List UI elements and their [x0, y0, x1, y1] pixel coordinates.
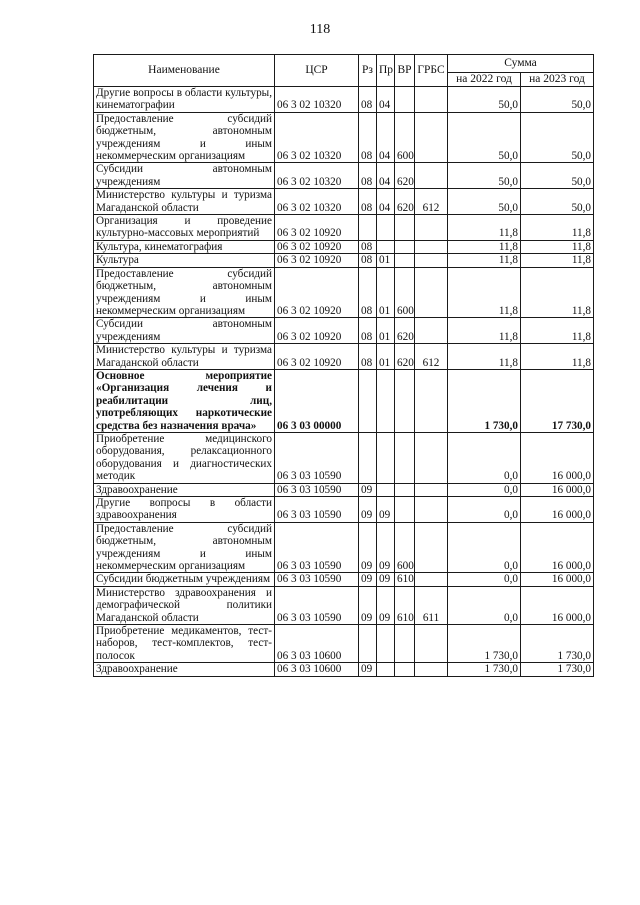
header-sum: Сумма: [448, 55, 594, 73]
row-csr-cell: 06 3 03 10600: [275, 625, 359, 663]
row-vr-cell: 620: [395, 189, 415, 215]
row-csr-cell: 06 3 03 10590: [275, 432, 359, 483]
row-rz-cell: 09: [359, 586, 377, 624]
row-sum-2022-cell: 50,0: [448, 112, 521, 163]
row-name-cell: Субсидии автономным учреждениям: [94, 318, 275, 344]
header-csr: ЦСР: [275, 55, 359, 87]
row-sum-2023-cell: 11,8: [521, 267, 594, 318]
row-sum-2023-cell: 16 000,0: [521, 522, 594, 573]
table-row: [94, 112, 594, 163]
row-rz-cell: [359, 369, 377, 432]
row-rz-cell: 09: [359, 522, 377, 573]
row-sum-2023-cell: 50,0: [521, 87, 594, 113]
row-name-cell: Предоставление субсидий бюджетным, автономным учреждениям и иным некоммерческим организациям: [94, 522, 275, 573]
row-pr-cell: 01: [377, 254, 395, 267]
header-vr: ВР: [395, 55, 415, 87]
row-csr-cell: 06 3 03 10590: [275, 497, 359, 523]
row-vr-cell: [395, 87, 415, 113]
page-number: 118: [309, 22, 331, 37]
row-pr-cell: 01: [377, 318, 395, 344]
row-name-cell: Культура: [94, 254, 275, 267]
table-row: [94, 215, 594, 241]
row-vr-cell: [395, 483, 415, 496]
row-sum-2023-cell: 1 730,0: [521, 663, 594, 676]
row-csr-cell: 06 3 02 10920: [275, 215, 359, 241]
row-sum-2022-cell: 50,0: [448, 163, 521, 189]
row-rz-cell: 08: [359, 318, 377, 344]
row-name-cell: Министерство культуры и туризма Магаданской области: [94, 344, 275, 370]
table-row: [94, 87, 594, 113]
row-rz-cell: 08: [359, 267, 377, 318]
row-vr-cell: [395, 625, 415, 663]
row-vr-cell: 620: [395, 318, 415, 344]
row-sum-2022-cell: 11,8: [448, 215, 521, 241]
row-sum-2022-cell: 1 730,0: [448, 663, 521, 676]
row-name-cell: Министерство культуры и туризма Магаданской области: [94, 189, 275, 215]
row-sum-2023-cell: 50,0: [521, 112, 594, 163]
table-row: [94, 573, 594, 586]
row-csr-cell: 06 3 02 10920: [275, 344, 359, 370]
row-sum-2023-cell: 50,0: [521, 163, 594, 189]
row-sum-2023-cell: 11,8: [521, 318, 594, 344]
row-grbs-cell: 611: [415, 586, 448, 624]
table-row: [94, 240, 594, 253]
row-grbs-cell: [415, 163, 448, 189]
row-name-cell: Приобретение медицинского оборудования, релаксационного оборудования и диагностических методик: [94, 432, 275, 483]
row-rz-cell: [359, 215, 377, 241]
row-sum-2022-cell: 11,8: [448, 318, 521, 344]
row-pr-cell: [377, 483, 395, 496]
table-body: [94, 87, 594, 677]
row-csr-cell: 06 3 03 10590: [275, 586, 359, 624]
table-row: [94, 432, 594, 483]
row-sum-2023-cell: 16 000,0: [521, 432, 594, 483]
row-rz-cell: 08: [359, 112, 377, 163]
row-name-cell: Предоставление субсидий бюджетным, автономным учреждениям и иным некоммерческим организациям: [94, 112, 275, 163]
row-name-cell: Культура, кинематография: [94, 240, 275, 253]
row-grbs-cell: [415, 663, 448, 676]
header-year-2023: на 2023 год: [521, 73, 594, 87]
row-sum-2023-cell: 11,8: [521, 344, 594, 370]
row-vr-cell: [395, 663, 415, 676]
row-sum-2023-cell: 1 730,0: [521, 625, 594, 663]
row-sum-2022-cell: 1 730,0: [448, 625, 521, 663]
row-vr-cell: 620: [395, 163, 415, 189]
row-grbs-cell: 612: [415, 344, 448, 370]
row-sum-2023-cell: 11,8: [521, 254, 594, 267]
row-sum-2023-cell: 16 000,0: [521, 586, 594, 624]
row-name-cell: Субсидии бюджетным учреждениям: [94, 573, 275, 586]
row-sum-2022-cell: 0,0: [448, 522, 521, 573]
row-rz-cell: 09: [359, 483, 377, 496]
row-grbs-cell: [415, 240, 448, 253]
header-name: Наименование: [94, 55, 275, 87]
row-sum-2022-cell: 11,8: [448, 344, 521, 370]
row-csr-cell: 06 3 02 10320: [275, 189, 359, 215]
row-csr-cell: 06 3 02 10320: [275, 112, 359, 163]
row-pr-cell: [377, 369, 395, 432]
row-grbs-cell: [415, 267, 448, 318]
row-grbs-cell: [415, 497, 448, 523]
row-grbs-cell: [415, 254, 448, 267]
row-rz-cell: 08: [359, 344, 377, 370]
budget-table: [93, 54, 594, 677]
row-pr-cell: 04: [377, 87, 395, 113]
table-row: [94, 483, 594, 496]
row-pr-cell: 04: [377, 163, 395, 189]
row-pr-cell: 09: [377, 522, 395, 573]
row-name-cell: Основное мероприятие «Организация лечения и реабилитации лиц, употребляющих наркотические средства без назначения врача»: [94, 369, 275, 432]
row-grbs-cell: [415, 112, 448, 163]
row-rz-cell: 09: [359, 497, 377, 523]
row-grbs-cell: [415, 318, 448, 344]
row-sum-2022-cell: 0,0: [448, 432, 521, 483]
row-rz-cell: 09: [359, 573, 377, 586]
table-row: [94, 318, 594, 344]
row-sum-2023-cell: 50,0: [521, 189, 594, 215]
row-rz-cell: 09: [359, 663, 377, 676]
row-name-cell: Приобретение медикаментов, тест-наборов, тест-комплектов, тест-полосок: [94, 625, 275, 663]
row-vr-cell: 600: [395, 112, 415, 163]
row-csr-cell: 06 3 02 10920: [275, 240, 359, 253]
row-pr-cell: [377, 625, 395, 663]
row-grbs-cell: [415, 215, 448, 241]
row-pr-cell: 04: [377, 189, 395, 215]
row-sum-2022-cell: 0,0: [448, 483, 521, 496]
row-csr-cell: 06 3 03 10590: [275, 573, 359, 586]
row-sum-2022-cell: 50,0: [448, 87, 521, 113]
row-vr-cell: [395, 497, 415, 523]
row-name-cell: Другие вопросы в области здравоохранения: [94, 497, 275, 523]
row-grbs-cell: [415, 522, 448, 573]
row-rz-cell: [359, 432, 377, 483]
row-vr-cell: [395, 369, 415, 432]
row-name-cell: Субсидии автономным учреждениям: [94, 163, 275, 189]
row-rz-cell: 08: [359, 254, 377, 267]
row-vr-cell: 600: [395, 267, 415, 318]
row-sum-2022-cell: 0,0: [448, 573, 521, 586]
row-pr-cell: 09: [377, 573, 395, 586]
row-sum-2022-cell: 1 730,0: [448, 369, 521, 432]
row-grbs-cell: [415, 87, 448, 113]
row-vr-cell: [395, 240, 415, 253]
row-csr-cell: 06 3 02 10320: [275, 163, 359, 189]
row-csr-cell: 06 3 03 10600: [275, 663, 359, 676]
row-pr-cell: [377, 432, 395, 483]
row-pr-cell: [377, 215, 395, 241]
table-row: [94, 522, 594, 573]
row-csr-cell: 06 3 02 10920: [275, 318, 359, 344]
row-name-cell: Другие вопросы в области культуры, кинематографии: [94, 87, 275, 113]
header-year-2022: на 2022 год: [448, 73, 521, 87]
row-rz-cell: 08: [359, 87, 377, 113]
row-rz-cell: 08: [359, 189, 377, 215]
header-grbs: ГРБС: [415, 55, 448, 87]
table-row: [94, 189, 594, 215]
table-row: [94, 663, 594, 676]
table-row: [94, 625, 594, 663]
row-sum-2022-cell: 11,8: [448, 267, 521, 318]
row-vr-cell: 620: [395, 344, 415, 370]
row-vr-cell: 600: [395, 522, 415, 573]
table-row: [94, 369, 594, 432]
row-csr-cell: 06 3 02 10920: [275, 254, 359, 267]
row-sum-2022-cell: 0,0: [448, 586, 521, 624]
header-rz: Рз: [359, 55, 377, 87]
row-grbs-cell: [415, 432, 448, 483]
row-sum-2022-cell: 11,8: [448, 254, 521, 267]
row-csr-cell: 06 3 03 10590: [275, 522, 359, 573]
row-vr-cell: 610: [395, 586, 415, 624]
row-pr-cell: 09: [377, 497, 395, 523]
row-pr-cell: 01: [377, 344, 395, 370]
row-sum-2023-cell: 11,8: [521, 240, 594, 253]
row-name-cell: Здравоохранение: [94, 663, 275, 676]
row-grbs-cell: [415, 369, 448, 432]
row-sum-2023-cell: 11,8: [521, 215, 594, 241]
table-row: [94, 163, 594, 189]
row-sum-2022-cell: 50,0: [448, 189, 521, 215]
row-vr-cell: [395, 432, 415, 483]
row-sum-2023-cell: 16 000,0: [521, 573, 594, 586]
table-row: [94, 344, 594, 370]
row-grbs-cell: [415, 483, 448, 496]
row-name-cell: Министерство здравоохранения и демографической политики Магаданской области: [94, 586, 275, 624]
table-row: [94, 586, 594, 624]
row-vr-cell: 610: [395, 573, 415, 586]
row-rz-cell: [359, 625, 377, 663]
row-grbs-cell: 612: [415, 189, 448, 215]
row-grbs-cell: [415, 573, 448, 586]
row-rz-cell: 08: [359, 240, 377, 253]
row-pr-cell: 09: [377, 586, 395, 624]
row-sum-2022-cell: 11,8: [448, 240, 521, 253]
table-row: [94, 254, 594, 267]
header-pr: Пр: [377, 55, 395, 87]
row-name-cell: Организация и проведение культурно-массовых мероприятий: [94, 215, 275, 241]
table-row: [94, 267, 594, 318]
row-name-cell: Предоставление субсидий бюджетным, автономным учреждениям и иным некоммерческим организациям: [94, 267, 275, 318]
row-sum-2022-cell: 0,0: [448, 497, 521, 523]
row-csr-cell: 06 3 03 10590: [275, 483, 359, 496]
row-rz-cell: 08: [359, 163, 377, 189]
row-vr-cell: [395, 215, 415, 241]
row-csr-cell: 06 3 02 10920: [275, 267, 359, 318]
row-sum-2023-cell: 16 000,0: [521, 497, 594, 523]
row-grbs-cell: [415, 625, 448, 663]
row-sum-2023-cell: 17 730,0: [521, 369, 594, 432]
row-csr-cell: 06 3 02 10320: [275, 87, 359, 113]
row-pr-cell: 01: [377, 267, 395, 318]
row-sum-2023-cell: 16 000,0: [521, 483, 594, 496]
row-pr-cell: 04: [377, 112, 395, 163]
table-header: [94, 55, 594, 87]
table-row: [94, 497, 594, 523]
row-name-cell: Здравоохранение: [94, 483, 275, 496]
row-pr-cell: [377, 240, 395, 253]
row-csr-cell: 06 3 03 00000: [275, 369, 359, 432]
row-vr-cell: [395, 254, 415, 267]
row-pr-cell: [377, 663, 395, 676]
